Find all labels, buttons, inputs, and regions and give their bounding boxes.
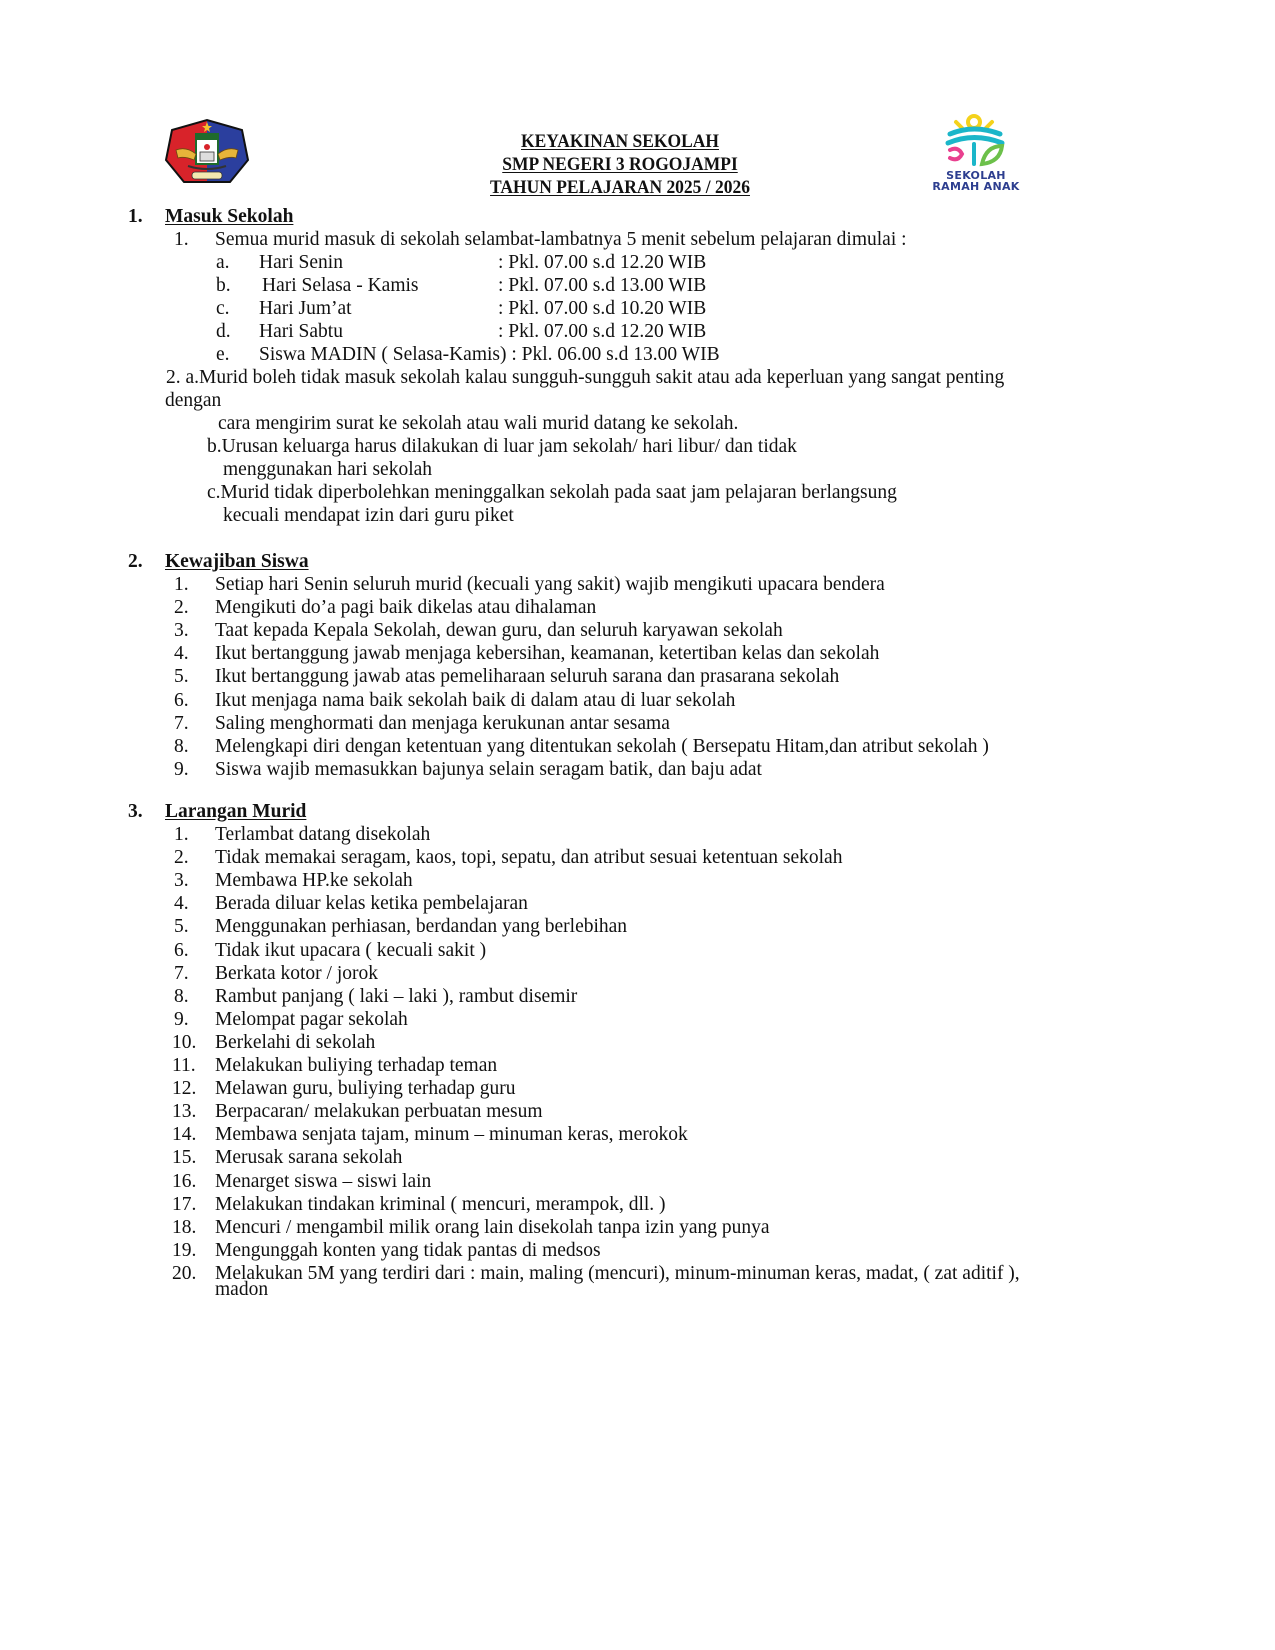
item-number: 8. <box>174 985 189 1007</box>
item-number: 12. <box>172 1078 197 1100</box>
item-number: 14. <box>172 1124 197 1146</box>
title-line-3: TAHUN PELAJARAN 2025 / 2026 <box>490 177 750 198</box>
list-item: Ikut bertanggung jawab menjaga kebersihan, keamanan, ketertiban kelas dan sekolah <box>215 643 880 665</box>
list-item: Melompat pagar sekolah <box>215 1008 408 1030</box>
item-number: 19. <box>172 1239 197 1261</box>
item-number: 7. <box>174 962 189 984</box>
item-number: 1. <box>174 574 189 595</box>
list-item: Mengunggah konten yang tidak pantas di medsos <box>215 1239 601 1261</box>
list-item: Mengikuti do’a pagi baik dikelas atau dihalaman <box>215 597 597 619</box>
sekolah-ramah-anak-logo-icon <box>916 112 1036 168</box>
list-item: Merusak sarana sekolah <box>215 1147 403 1169</box>
paragraph-line: b.Urusan keluarga harus dilakukan di luar jam sekolah/ hari libur/ dan tidak <box>207 436 797 457</box>
item-number: 10. <box>172 1031 197 1053</box>
item-number: 11. <box>172 1055 196 1076</box>
list-item-continuation: madon <box>215 1279 269 1300</box>
item-number: 1. <box>174 824 189 845</box>
schedule-letter: b. <box>216 275 231 296</box>
item-number: 9. <box>174 758 189 780</box>
item-number: 6. <box>174 939 189 961</box>
item-number: 17. <box>172 1193 197 1215</box>
section-2-title: Kewajiban Siswa <box>165 551 309 572</box>
item-number: 7. <box>174 712 189 734</box>
list-item: Taat kepada Kepala Sekolah, dewan guru, dan seluruh karyawan sekolah <box>215 620 783 642</box>
item-number: 2. <box>174 597 189 619</box>
schedule-time: : Pkl. 07.00 s.d 12.20 WIB <box>498 252 707 273</box>
schedule-day: Siswa MADIN ( Selasa-Kamis) : Pkl. 06.00 s.d 13.00 WIB <box>259 344 720 365</box>
list-item: Melakukan tindakan kriminal ( mencuri, merampok, dll. ) <box>215 1193 666 1215</box>
list-item: Tidak ikut upacara ( kecuali sakit ) <box>215 939 487 961</box>
sekolah-ramah-anak-logo <box>916 112 1036 194</box>
item-number: 15. <box>172 1147 197 1169</box>
schedule-day: Hari Jum’at <box>259 298 352 319</box>
paragraph-line: c.Murid tidak diperbolehkan meninggalkan sekolah pada saat jam pelajaran berlangsung <box>207 482 897 503</box>
item-number: 6. <box>174 689 189 711</box>
list-item: Melakukan buliying terhadap teman <box>215 1055 498 1076</box>
paragraph-line: 2. a.Murid boleh tidak masuk sekolah kalau sungguh-sungguh sakit atau ada keperluan yang sangat penting <box>166 367 1005 388</box>
schedule-letter: c. <box>216 298 230 319</box>
schedule-time: : Pkl. 07.00 s.d 12.20 WIB <box>498 321 707 342</box>
item-number: 5. <box>174 916 189 938</box>
title-line-1: KEYAKINAN SEKOLAH <box>520 131 720 152</box>
list-item: Semua murid masuk di sekolah selambat-lambatnya 5 menit sebelum pelajaran dimulai : <box>215 229 907 250</box>
schedule-time: : Pkl. 07.00 s.d 10.20 WIB <box>498 298 707 319</box>
list-item: Ikut bertanggung jawab atas pemeliharaan seluruh sarana dan prasarana sekolah <box>215 666 840 688</box>
schedule-day: Hari Sabtu <box>259 321 343 342</box>
item-number: 4. <box>174 643 189 665</box>
title-line-2: SMP NEGERI 3 ROGOJAMPI <box>502 154 738 175</box>
list-item: Berkelahi di sekolah <box>215 1031 376 1053</box>
schedule-letter: a. <box>216 252 230 273</box>
list-item: Melakukan 5M yang terdiri dari : main, maling (mencuri), minum-minuman keras, madat, ( zat aditif ), <box>215 1262 1020 1284</box>
paragraph-line: kecuali mendapat izin dari guru piket <box>223 505 514 526</box>
list-item: Setiap hari Senin seluruh murid (kecuali yang sakit) wajib mengikuti upacara bendera <box>215 574 885 595</box>
logo-text-ramah-anak: RAMAH ANAK <box>932 180 1020 193</box>
list-item: Menggunakan perhiasan, berdandan yang berlebihan <box>215 916 628 938</box>
item-number: 9. <box>174 1008 189 1030</box>
paragraph-line: dengan <box>165 390 222 411</box>
list-item: Rambut panjang ( laki – laki ), rambut disemir <box>215 985 578 1007</box>
paragraph-line: cara mengirim surat ke sekolah atau wali murid datang ke sekolah. <box>218 413 739 434</box>
item-number: 16. <box>172 1170 197 1192</box>
list-item: Berada diluar kelas ketika pembelajaran <box>215 893 528 915</box>
school-emblem-icon <box>162 116 252 188</box>
item-number: 13. <box>172 1101 197 1123</box>
list-item: Saling menghormati dan menjaga kerukunan antar sesama <box>215 712 670 734</box>
list-item: Membawa HP.ke sekolah <box>215 870 413 892</box>
section-1-title: Masuk Sekolah <box>165 206 294 227</box>
item-number: 5. <box>174 666 189 688</box>
list-item: Terlambat datang disekolah <box>215 824 431 845</box>
document-title <box>380 130 860 199</box>
schedule-letter: d. <box>216 321 231 342</box>
paragraph-line: menggunakan hari sekolah <box>223 459 433 480</box>
schedule-letter: e. <box>216 344 230 365</box>
item-number: 3. <box>174 870 189 892</box>
section-3-number: 3. <box>128 801 143 822</box>
item-number: 3. <box>174 620 189 642</box>
item-number: 18. <box>172 1216 197 1238</box>
item-number: 2. <box>174 847 189 869</box>
schedule-day: Hari Senin <box>259 252 343 273</box>
item-number: 20. <box>172 1262 197 1284</box>
list-item: Berpacaran/ melakukan perbuatan mesum <box>215 1101 543 1123</box>
list-item: Melawan guru, buliying terhadap guru <box>215 1078 516 1100</box>
item-number: 4. <box>174 893 189 915</box>
list-item: Ikut menjaga nama baik sekolah baik di dalam atau di luar sekolah <box>215 689 736 711</box>
list-item: Menarget siswa – siswi lain <box>215 1170 432 1192</box>
section-3-title: Larangan Murid <box>165 801 307 822</box>
section-1-number: 1. <box>128 206 143 227</box>
list-item: Membawa senjata tajam, minum – minuman keras, merokok <box>215 1124 688 1146</box>
schedule-day: Hari Selasa - Kamis <box>262 275 419 296</box>
logo-text-sekolah: SEKOLAH <box>946 169 1006 182</box>
item-number: 1. <box>174 229 189 250</box>
list-item: Mencuri / mengambil milik orang lain disekolah tanpa izin yang punya <box>215 1216 770 1238</box>
list-item: Siswa wajib memasukkan bajunya selain seragam batik, dan baju adat <box>215 758 762 780</box>
list-item: Melengkapi diri dengan ketentuan yang ditentukan sekolah ( Bersepatu Hitam,dan atribut sekolah ) <box>215 735 989 757</box>
schedule-time: : Pkl. 07.00 s.d 13.00 WIB <box>498 275 707 296</box>
item-number: 8. <box>174 735 189 757</box>
list-item: Tidak memakai seragam, kaos, topi, sepatu, dan atribut sesuai ketentuan sekolah <box>215 847 843 869</box>
section-2-number: 2. <box>128 551 143 572</box>
list-item: Berkata kotor / jorok <box>215 962 378 984</box>
